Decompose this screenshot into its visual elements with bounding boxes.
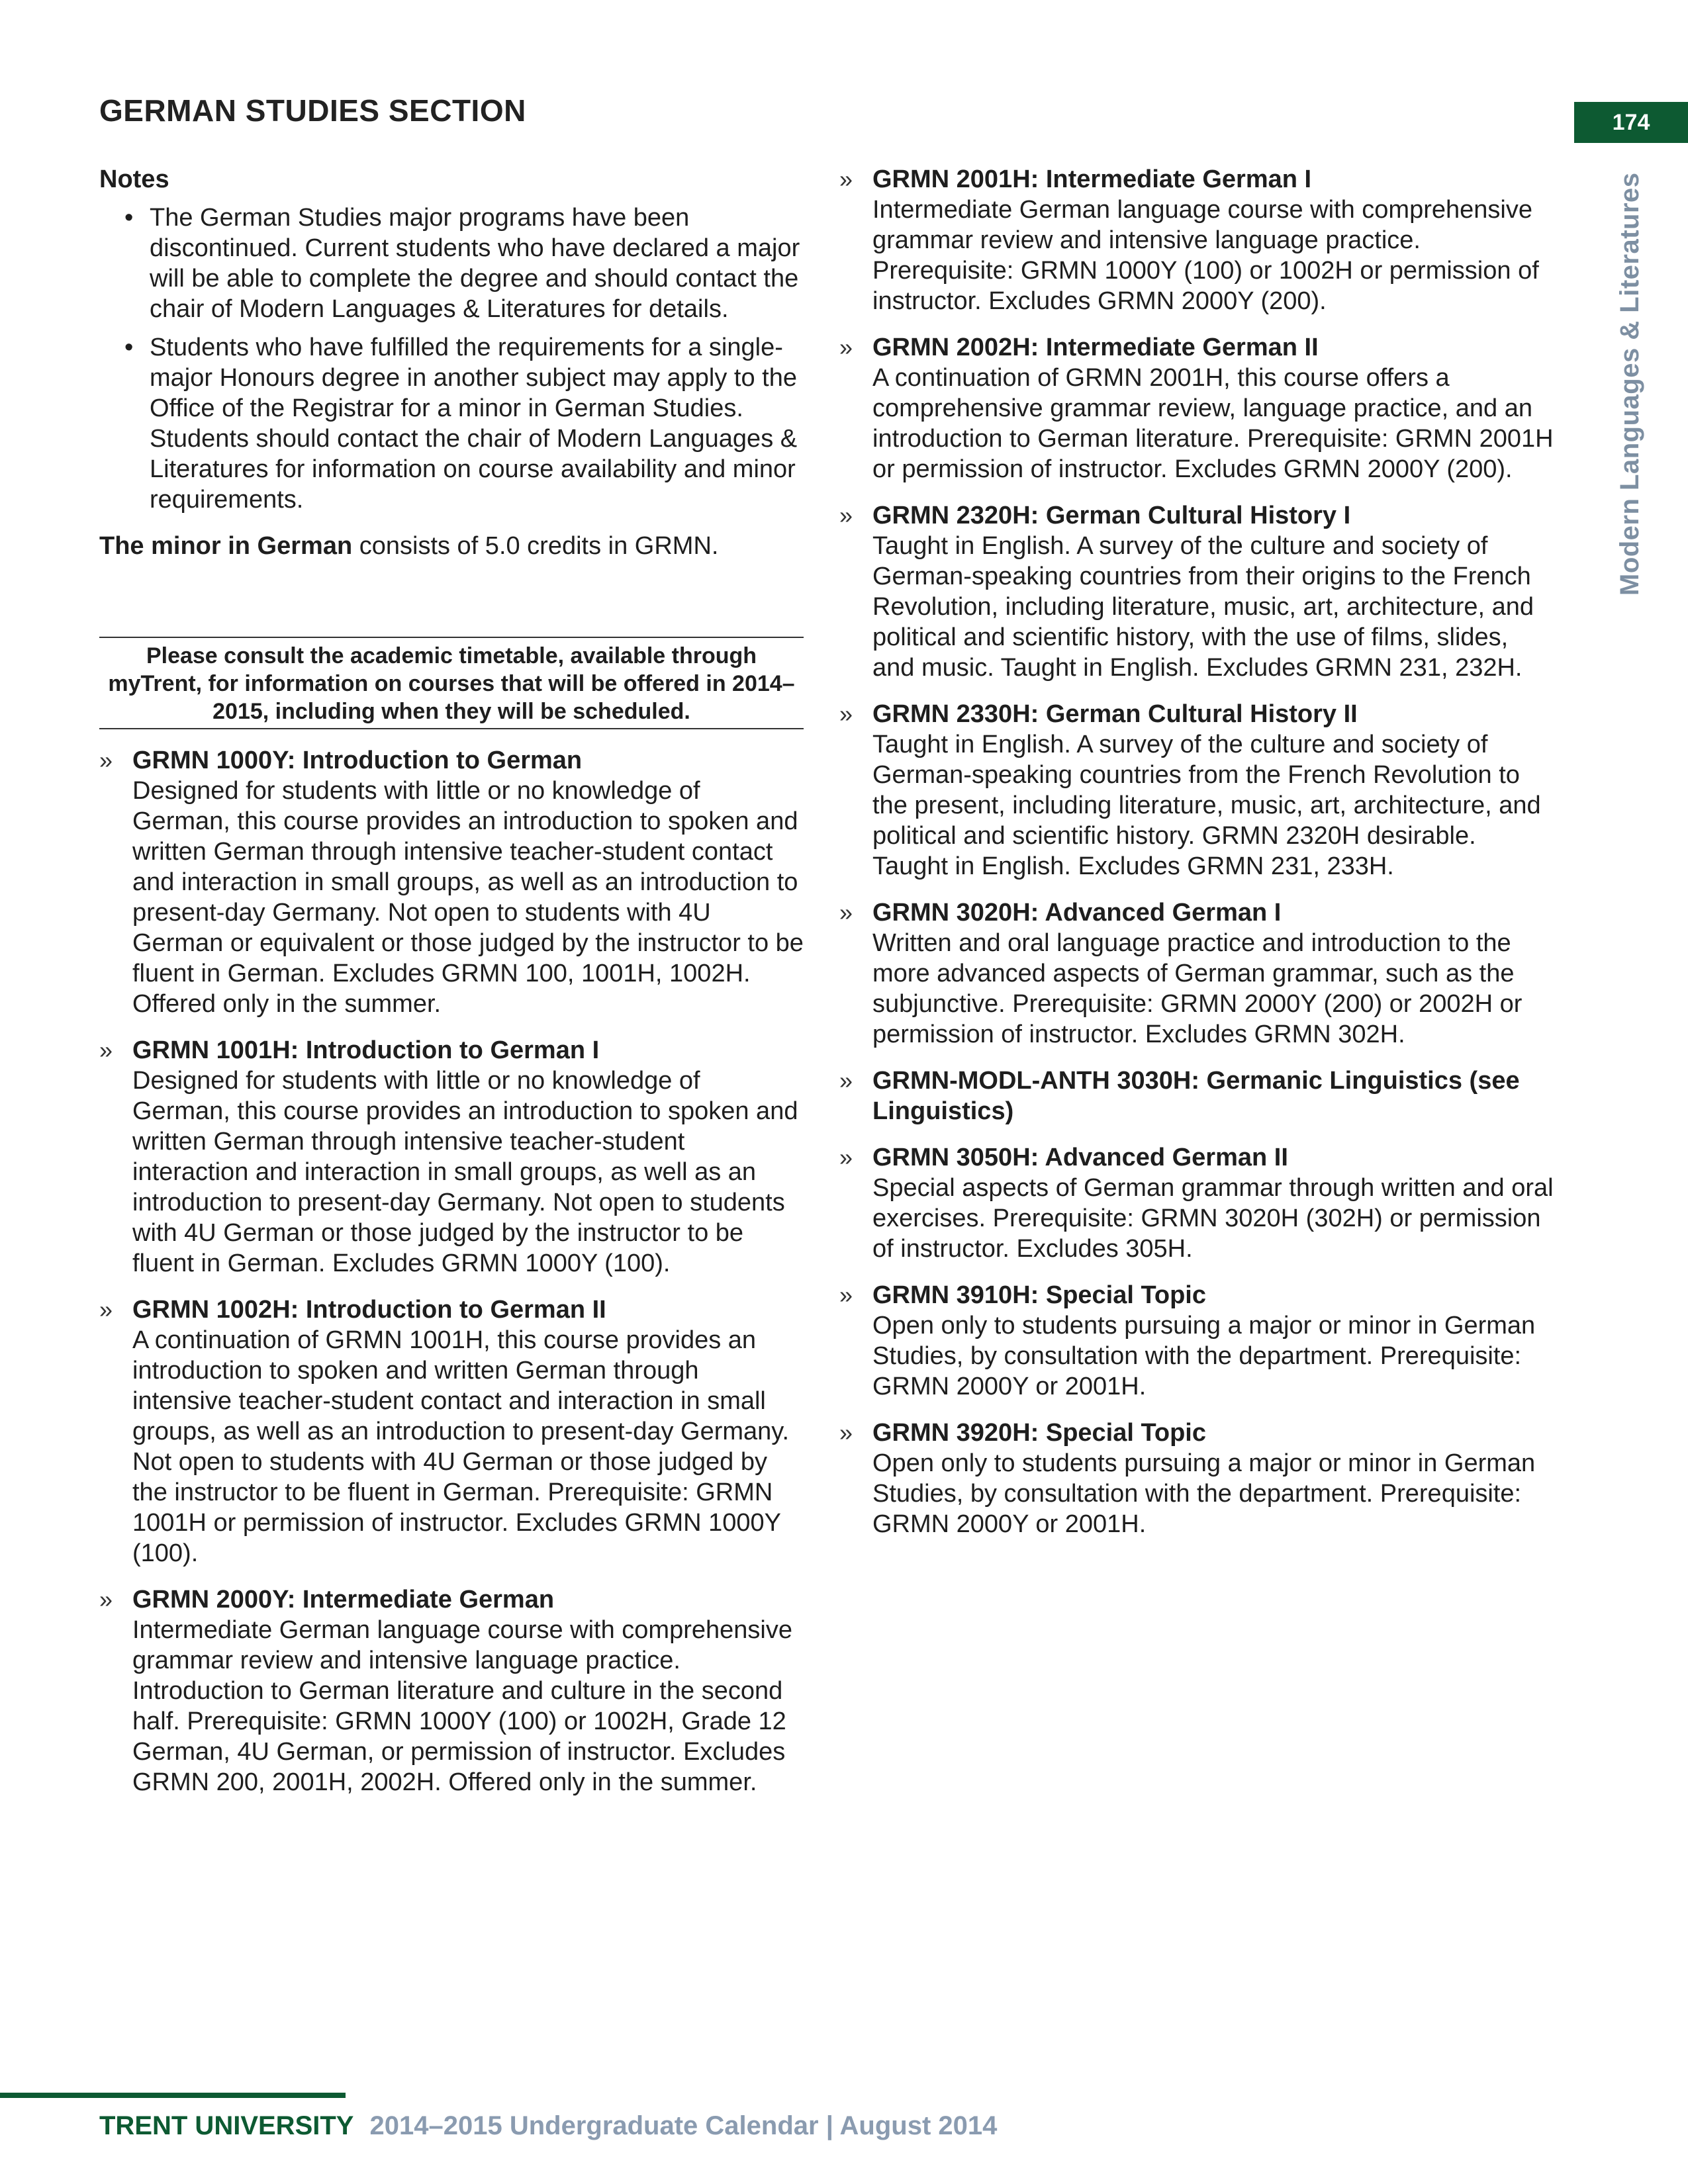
notes-item	[99, 332, 804, 515]
footer-accent-bar	[0, 2093, 346, 2098]
course-description: Designed for students with little or no knowledge of German, this course provides an introduction to spoken and written German through intensive teacher-student interaction and interaction in small groups, as well as an introduction to present-day Germany. Not open to students with 4U German or those judged by the instructor to be fluent in German. Excludes GRMN 1000Y (100).	[132, 1067, 798, 1277]
notes-item-text: Students who have fulfilled the requirements for a single-major Honours degree in another subject may apply to the Office of the Registrar for a minor in German Studies. Students should contact the chair of Modern Languages & Literatures for information on course availability and minor requirements.	[150, 334, 798, 514]
right-column	[839, 164, 1554, 1539]
side-section-label: Modern Languages & Literatures	[1615, 172, 1644, 596]
course-entry	[839, 500, 1554, 683]
minor-statement-bold: The minor in German	[99, 532, 353, 560]
course-description: Designed for students with little or no knowledge of German, this course provides an introduction to spoken and written German through intensive teacher-student contact and interaction in small groups, as well as an introduction to present-day Germany. Not open to students with 4U German or equivalent or those judged by the instructor to be fluent in German. Excludes GRMN 100, 1001H, 1002H. Offered only in the summer.	[132, 777, 804, 1018]
course-title: GRMN 2001H: Intermediate German I	[872, 165, 1312, 193]
course-entry	[839, 1280, 1554, 1402]
chevron-icon: »	[99, 1036, 113, 1064]
chevron-icon: »	[839, 334, 853, 361]
page-footer	[99, 2111, 997, 2141]
chevron-icon: »	[839, 1419, 853, 1446]
course-title: GRMN 1002H: Introduction to German II	[132, 1296, 606, 1324]
course-entry	[839, 1418, 1554, 1539]
left-column	[99, 164, 804, 1797]
course-description: Intermediate German language course with comprehensive grammar review and intensive language practice. Prerequisite: GRMN 1000Y (100) or 1002H or permission of instructor. Excludes GRMN 2000Y (200).	[872, 196, 1539, 315]
course-entry	[839, 699, 1554, 882]
course-title: GRMN 2000Y: Intermediate German	[132, 1586, 555, 1614]
bullet-icon: •	[124, 204, 134, 232]
notes-heading: Notes	[99, 165, 169, 193]
course-description: Intermediate German language course with comprehensive grammar review and intensive language practice. Introduction to German literature and culture in the second half. Prerequisite: GRMN 1000Y (100) or 1002H, Grade 12 German, 4U German, or permission of instructor. Excludes GRMN 200, 2001H, 2002H. Offered only in the summer.	[132, 1616, 792, 1796]
course-title: GRMN 2330H: German Cultural History II	[872, 700, 1358, 728]
course-list-left	[99, 745, 804, 1797]
course-description: Open only to students pursuing a major or minor in German Studies, by consultation with the department. Prerequisite: GRMN 2000Y or 2001H.	[872, 1449, 1536, 1538]
course-title: GRMN 3020H: Advanced German I	[872, 899, 1282, 927]
course-description: Open only to students pursuing a major or minor in German Studies, by consultation with the department. Prerequisite: GRMN 2000Y or 2001H.	[872, 1312, 1536, 1400]
course-title: GRMN 1001H: Introduction to German I	[132, 1036, 600, 1064]
chevron-icon: »	[839, 1144, 853, 1171]
course-title: GRMN 3920H: Special Topic	[872, 1419, 1206, 1447]
course-description: Taught in English. A survey of the culture and society of German-speaking countries from the French Revolution to the present, including literature, music, art, architecture, and political and scientific history. GRMN 2320H desirable. Taught in English. Excludes GRMN 231, 233H.	[872, 731, 1541, 880]
chevron-icon: »	[839, 700, 853, 727]
section-title: GERMAN STUDIES SECTION	[99, 93, 526, 128]
bullet-icon: •	[124, 334, 134, 361]
course-description: A continuation of GRMN 2001H, this course offers a comprehensive grammar review, language practice, and an introduction to German literature. Prerequisite: GRMN 2001H or permission of instructor. Excludes GRMN 2000Y (200).	[872, 364, 1554, 483]
course-description: Written and oral language practice and introduction to the more advanced aspects of German grammar, such as the subjunctive. Prerequisite: GRMN 2000Y (200) or 2002H or permission of instructor. Excludes GRMN 302H.	[872, 929, 1523, 1048]
course-entry	[99, 1584, 804, 1797]
course-title: GRMN 3910H: Special Topic	[872, 1281, 1206, 1309]
course-entry	[99, 1295, 804, 1569]
course-description: Special aspects of German grammar through written and oral exercises. Prerequisite: GRMN 3020H (302H) or permission of instructor. Excludes 305H.	[872, 1174, 1554, 1263]
notes-list	[99, 203, 804, 515]
course-entry	[99, 745, 804, 1019]
course-entry	[839, 1142, 1554, 1264]
chevron-icon: »	[99, 1586, 113, 1613]
minor-statement	[99, 531, 804, 561]
chevron-icon: »	[839, 502, 853, 529]
timetable-notice: Please consult the academic timetable, available through myTrent, for information on courses that will be offered in 2014–2015, including when they will be scheduled.	[99, 637, 804, 729]
course-title: GRMN 1000Y: Introduction to German	[132, 747, 583, 774]
footer-university: TRENT UNIVERSITY	[99, 2111, 354, 2140]
chevron-icon: »	[99, 1296, 113, 1323]
course-entry	[839, 897, 1554, 1050]
course-description: A continuation of GRMN 1001H, this course provides an introduction to spoken and written German through intensive teacher-student contact and interaction in small groups, as well as an introduction to present-day Germany. Not open to students with 4U German or those judged by the instructor to be fluent in German. Prerequisite: GRMN 1001H or permission of instructor. Excludes GRMN 1000Y (100).	[132, 1326, 790, 1567]
course-entry	[99, 1035, 804, 1279]
chevron-icon: »	[839, 1281, 853, 1308]
chevron-icon: »	[839, 1067, 853, 1094]
chevron-icon: »	[839, 899, 853, 926]
minor-statement-rest: consists of 5.0 credits in GRMN.	[352, 532, 719, 560]
page-number-tab: 174	[1574, 102, 1688, 143]
notes-item	[99, 203, 804, 324]
course-title: GRMN 3050H: Advanced German II	[872, 1144, 1288, 1171]
course-entry	[839, 1066, 1554, 1126]
chevron-icon: »	[839, 165, 853, 193]
course-title: GRMN-MODL-ANTH 3030H: Germanic Linguistics (see Linguistics)	[872, 1067, 1520, 1125]
chevron-icon: »	[99, 747, 113, 774]
course-description: Taught in English. A survey of the culture and society of German-speaking countries from their origins to the French Revolution, including literature, music, art, architecture, and political and scientific history, with the use of films, slides, and music. Taught in English. Excludes GRMN 231, 232H.	[872, 532, 1534, 682]
course-entry	[839, 332, 1554, 484]
notes-item-text: The German Studies major programs have been discontinued. Current students who have declared a major will be able to complete the degree and should contact the chair of Modern Languages & Literatures for details.	[150, 204, 800, 323]
course-title: GRMN 2320H: German Cultural History I	[872, 502, 1351, 529]
footer-calendar: 2014–2015 Undergraduate Calendar | August 2014	[369, 2111, 998, 2140]
course-title: GRMN 2002H: Intermediate German II	[872, 334, 1319, 361]
course-entry	[839, 164, 1554, 316]
